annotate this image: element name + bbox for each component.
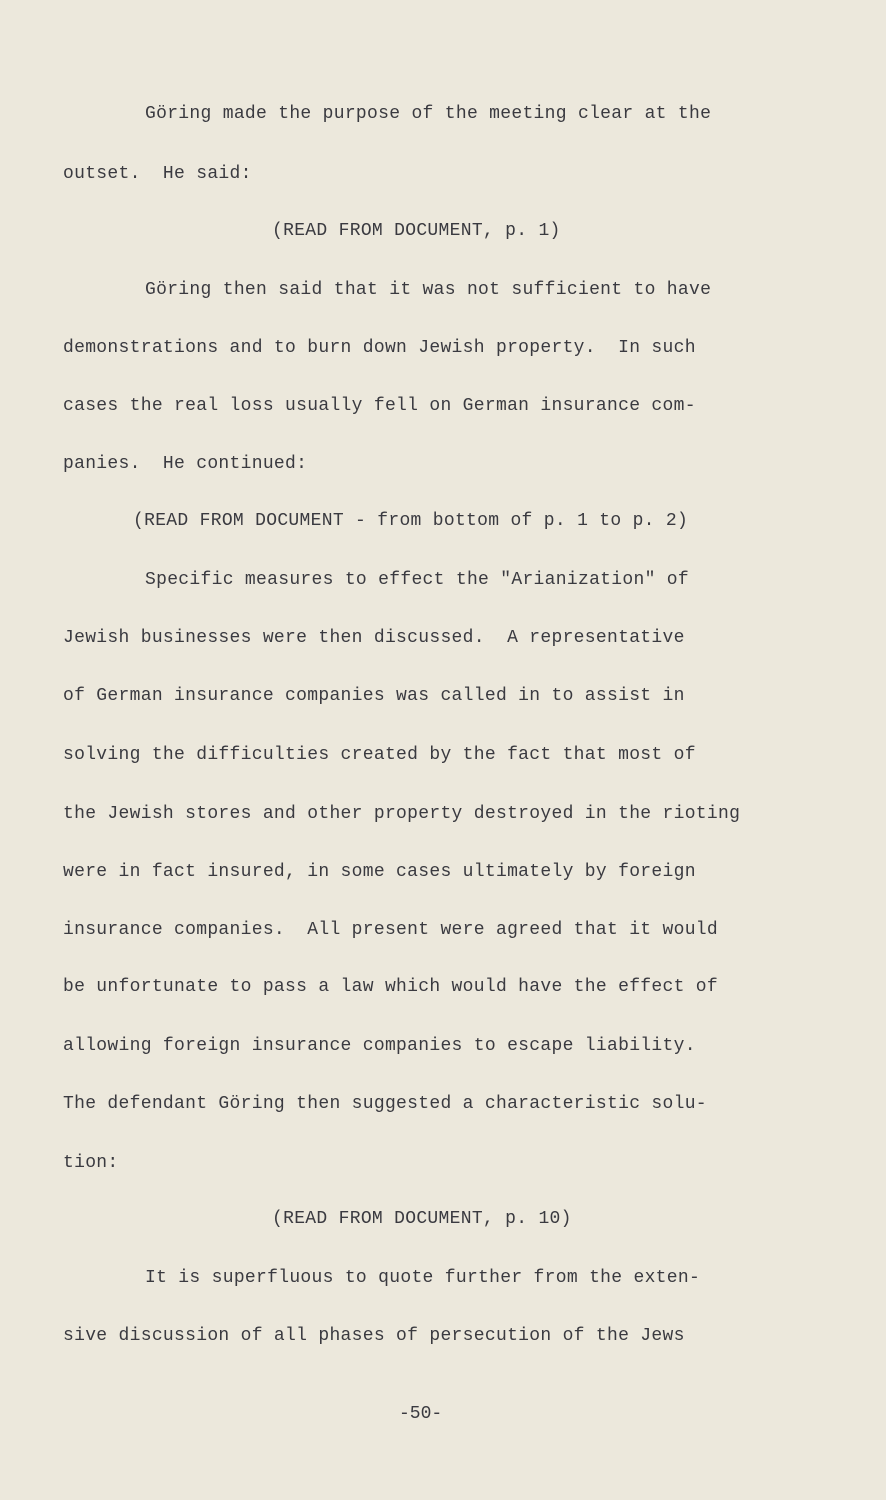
text-line-2: outset. He said:: [63, 164, 252, 184]
text-line-18: The defendant Göring then suggested a characteristic solu-: [63, 1094, 707, 1114]
text-line-21: It is superfluous to quote further from the exten-: [145, 1268, 701, 1288]
page-number: -50-: [399, 1404, 443, 1424]
text-line-11: of German insurance companies was called in to assist in: [63, 686, 685, 706]
text-line-13: the Jewish stores and other property destroyed in the rioting: [63, 804, 741, 824]
text-line-5: demonstrations and to burn down Jewish property. In such: [63, 338, 696, 358]
document-reference-1: (READ FROM DOCUMENT, p. 1): [272, 221, 561, 241]
text-line-7: panies. He continued:: [63, 454, 308, 474]
text-line-10: Jewish businesses were then discussed. A representative: [63, 628, 685, 648]
text-line-17: allowing foreign insurance companies to escape liability.: [63, 1036, 696, 1056]
text-line-14: were in fact insured, in some cases ultimately by foreign: [63, 862, 696, 882]
text-line-4: Göring then said that it was not sufficient to have: [145, 280, 712, 300]
document-reference-2: (READ FROM DOCUMENT - from bottom of p. 1 to p. 2): [133, 511, 689, 531]
text-line-12: solving the difficulties created by the fact that most of: [63, 745, 696, 765]
document-reference-3: (READ FROM DOCUMENT, p. 10): [272, 1209, 572, 1229]
text-line-6: cases the real loss usually fell on German insurance com-: [63, 396, 696, 416]
text-line-15: insurance companies. All present were agreed that it would: [63, 920, 719, 940]
text-line-22: sive discussion of all phases of persecution of the Jews: [63, 1326, 685, 1346]
text-line-1: Göring made the purpose of the meeting clear at the: [145, 104, 712, 124]
text-line-9: Specific measures to effect the "Arianization" of: [145, 570, 689, 590]
text-line-16: be unfortunate to pass a law which would have the effect of: [63, 977, 719, 997]
text-line-19: tion:: [63, 1153, 119, 1173]
